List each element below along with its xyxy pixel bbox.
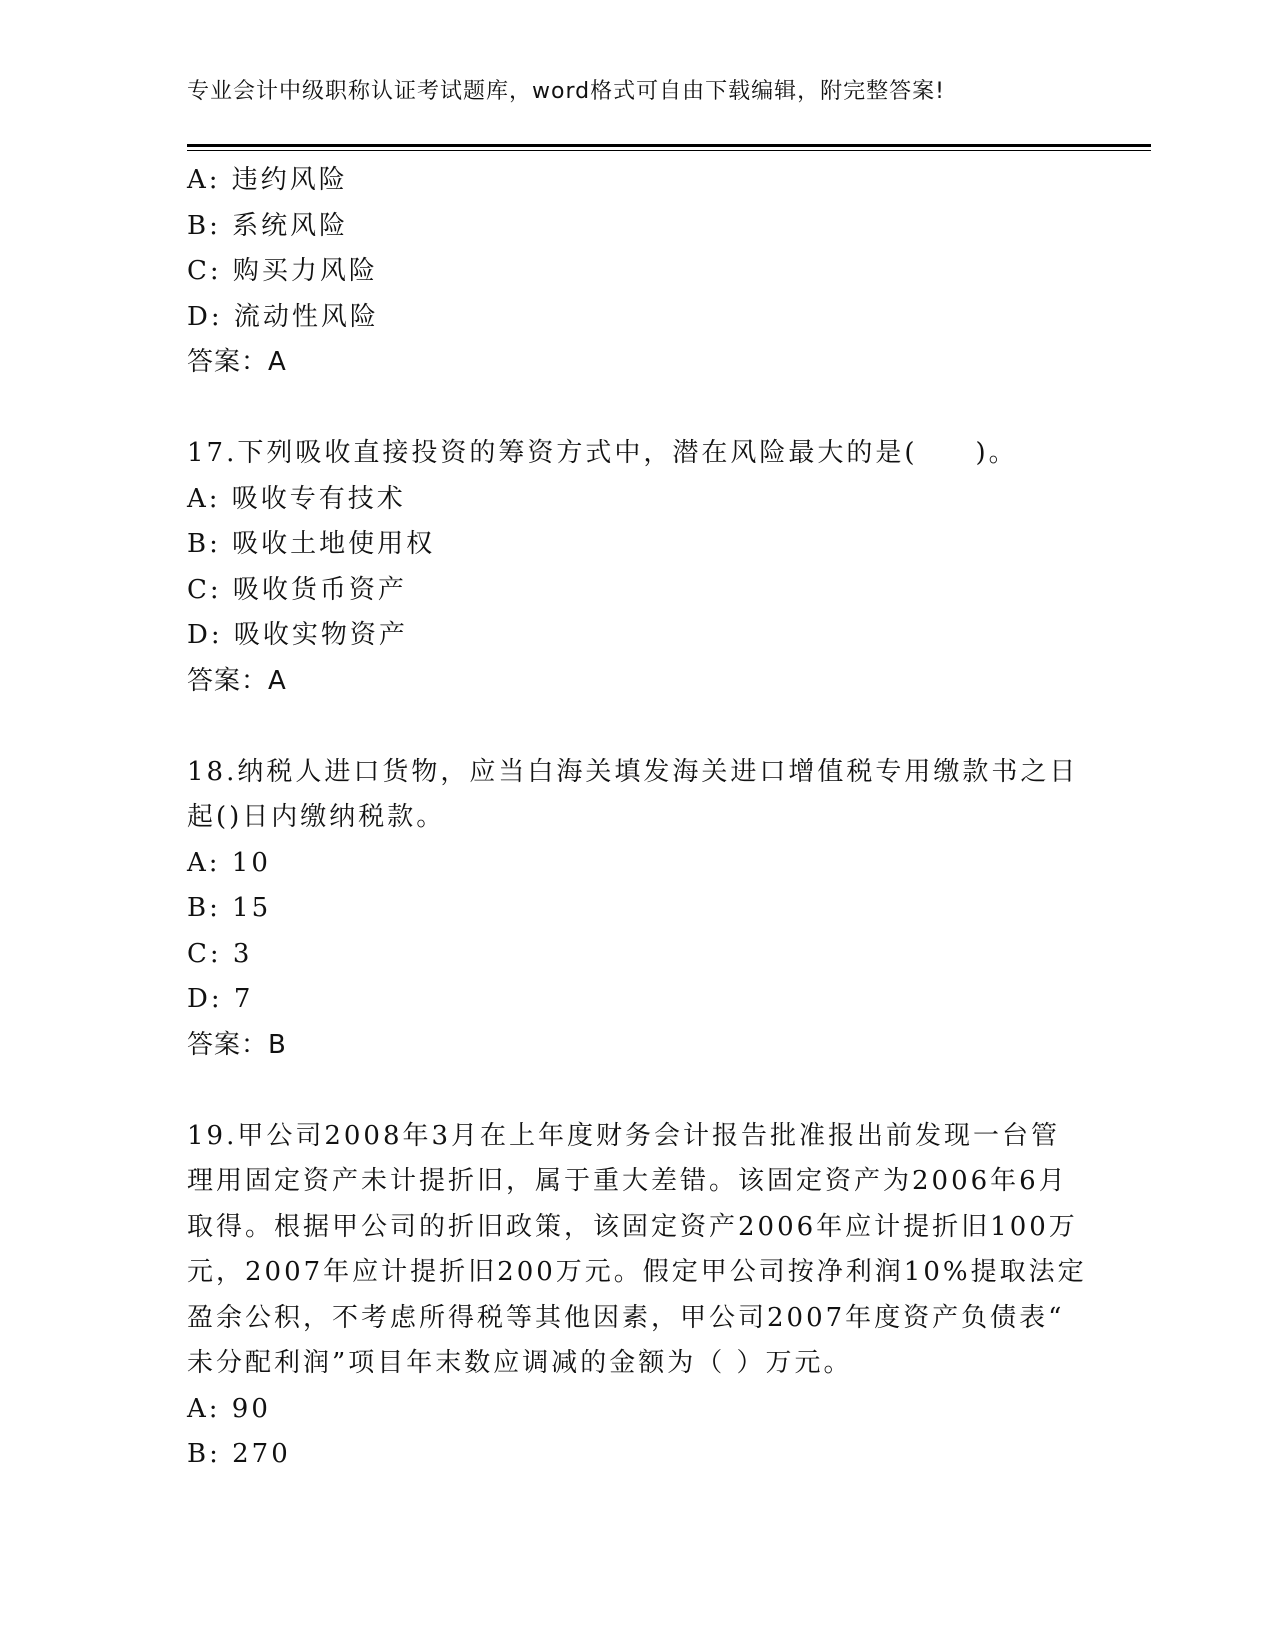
question-text-line-2: 起()日内缴纳税款。 (187, 802, 446, 832)
question-text-line-3: 取得。根据甲公司的折旧政策，该固定资产2006年应计提折旧100万 (187, 1211, 1078, 1242)
question-text-line-2: 理用固定资产未计提折旧，属于重大差错。该固定资产为2006年6月 (187, 1166, 1068, 1196)
option-a: A: 违约风险 (187, 165, 348, 195)
option-d: D: 流动性风险 (187, 301, 379, 332)
answer-line: 答案：A (187, 665, 287, 696)
answer-line: 答案：A (187, 347, 287, 377)
option-b: B: 270 (187, 1439, 291, 1469)
spacer (187, 704, 1067, 750)
spacer (187, 1068, 1067, 1114)
question-18 (187, 750, 1079, 1069)
document-body (187, 158, 1087, 1478)
question-text-line-5: 盈余公积，不考虑所得税等其他因素，甲公司2007年度资产负债表“ (187, 1302, 1065, 1333)
question-16 (187, 158, 1067, 386)
option-d: D: 吸收实物资产 (187, 620, 408, 650)
option-a: A: 90 (187, 1393, 271, 1424)
page-header-text: 专业会计中级职称认证考试题库，word格式可自由下载编辑，附完整答案! (187, 79, 945, 104)
question-19 (187, 1114, 1087, 1478)
header-rule-thin (187, 150, 1151, 151)
header-rule-thick (187, 144, 1151, 147)
question-text-line-4: 元，2007年应计提折旧200万元。假定甲公司按净利润10%提取法定 (187, 1257, 1087, 1287)
spacer (187, 386, 1067, 432)
option-b: B: 系统风险 (187, 210, 349, 241)
question-text-line-1: 18.纳税人进口货物，应当白海关填发海关进口增值税专用缴款书之日 (187, 756, 1079, 787)
option-b: B: 吸收土地使用权 (187, 529, 436, 559)
option-b: B: 15 (187, 893, 272, 923)
option-a: A: 吸收专有技术 (187, 483, 406, 514)
question-17 (187, 431, 1067, 704)
answer-line: 答案：B (187, 1029, 287, 1060)
option-a: A: 10 (187, 847, 271, 878)
option-c: C: 购买力风险 (187, 256, 378, 286)
question-text-line-6: 未分配利润”项目年末数应调减的金额为（ ）万元。 (187, 1348, 853, 1378)
option-d: D: 7 (187, 984, 254, 1014)
question-text-line-1: 19.甲公司2008年3月在上年度财务会计报告批准报出前发现一台管 (187, 1120, 1061, 1151)
option-c: C: 吸收货币资产 (187, 574, 407, 605)
question-text: 17.下列吸收直接投资的筹资方式中，潜在风险最大的是( )。 (187, 438, 1018, 468)
option-c: C: 3 (187, 938, 253, 969)
